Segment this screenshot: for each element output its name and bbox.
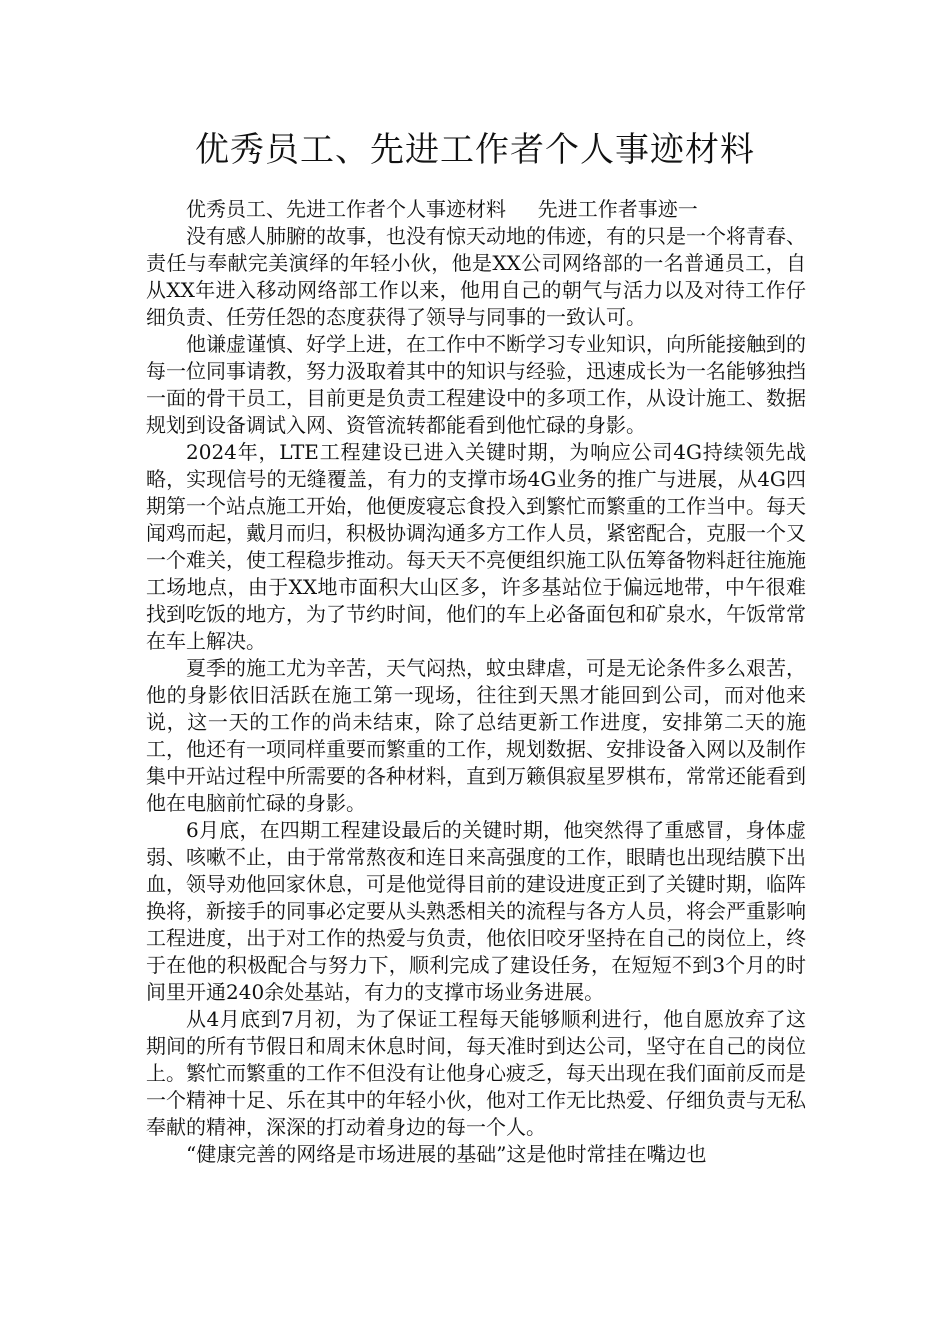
paragraph: 2024年，LTE工程建设已进入关键时期，为响应公司4G持续领先战略，实现信号的无缝覆盖，有力的支撑市场4G业务的推广与进展，从4G四期第一个站点施工开始，他便废寝忘食投入到繁忙而繁重的工作当中。每天闻鸡而起，戴月而归，积极协调沟通多方工作人员，紧密配合，克服一个又一个难关，使工程稳步推动。每天天不亮便组织施工队伍筹备物料赶往施施工场地点，由于XX地市面积大山区多，许多基站位于偏远地带，中午很难找到吃饭的地方，为了节约时间，他们的车上必备面包和矿泉水，午饭常常在车上解决。 bbox=[146, 440, 806, 653]
paragraph: 从4月底到7月初，为了保证工程每天能够顺利进行，他自愿放弃了这期间的所有节假日和周末休息时间，每天准时到达公司，坚守在自己的岗位上。繁忙而繁重的工作不但没有让他身心疲乏，每天出现在我们面前反而是一个精神十足、乐在其中的年轻小伙，他对工作无比热爱、仔细负责与无私奉献的精神，深深的打动着身边的每一个人。 bbox=[146, 1007, 806, 1139]
paragraph: 夏季的施工尤为辛苦，天气闷热，蚊虫肆虐，可是无论条件多么艰苦，他的身影依旧活跃在施工第一现场，往往到天黑才能回到公司，而对他来说，这一天的工作的尚未结束，除了总结更新工作进度，安排第二天的施工，他还有一项同样重要而繁重的工作，规划数据、安排设备入网以及制作集中开站过程中所需要的各种材料，直到万籁俱寂星罗棋布，常常还能看到他在电脑前忙碌的身影。 bbox=[146, 656, 806, 815]
paragraph: 他谦虚谨慎、好学上进，在工作中不断学习专业知识，向所能接触到的每一位同事请教，努力汲取着其中的知识与经验，迅速成长为一名能够独挡一面的骨干员工，目前更是负责工程建设中的多项工作，从设计施工、数据规划到设备调试入网、资管流转都能看到他忙碌的身影。 bbox=[146, 332, 806, 437]
paragraph: 没有感人肺腑的故事，也没有惊天动地的伟迹，有的只是一个将青春、责任与奉献完美演绎的年轻小伙，他是XX公司网络部的一名普通员工，自从XX年进入移动网络部工作以来，他用自己的朝气与活力以及对待工作仔细负责、任劳任怨的态度获得了领导与同事的一致认可。 bbox=[146, 224, 806, 329]
paragraph: “健康完善的网络是市场进展的基础”这是他时常挂在嘴边也 bbox=[186, 1142, 707, 1166]
document-title: 优秀员工、先进工作者个人事迹材料 bbox=[195, 130, 755, 170]
document-body bbox=[146, 196, 806, 1168]
paragraph: 6月底，在四期工程建设最后的关键时期，他突然得了重感冒，身体虚弱、咳嗽不止，由于常常熬夜和连日来高强度的工作，眼睛也出现结膜下出血，领导劝他回家休息，可是他觉得目前的建设进度正到了关键时期，临阵换将，新接手的同事必定要从头熟悉相关的流程与各方人员，将会严重影响工程进度，出于对工作的热爱与负责，他依旧咬牙坚持在自己的岗位上，终于在他的积极配合与努力下，顺利完成了建设任务，在短短不到3个月的时间里开通240余处基站，有力的支撑市场业务进展。 bbox=[146, 818, 806, 1004]
document-subheading: 优秀员工、先进工作者个人事迹材料 先进工作者事迹一 bbox=[186, 197, 698, 221]
